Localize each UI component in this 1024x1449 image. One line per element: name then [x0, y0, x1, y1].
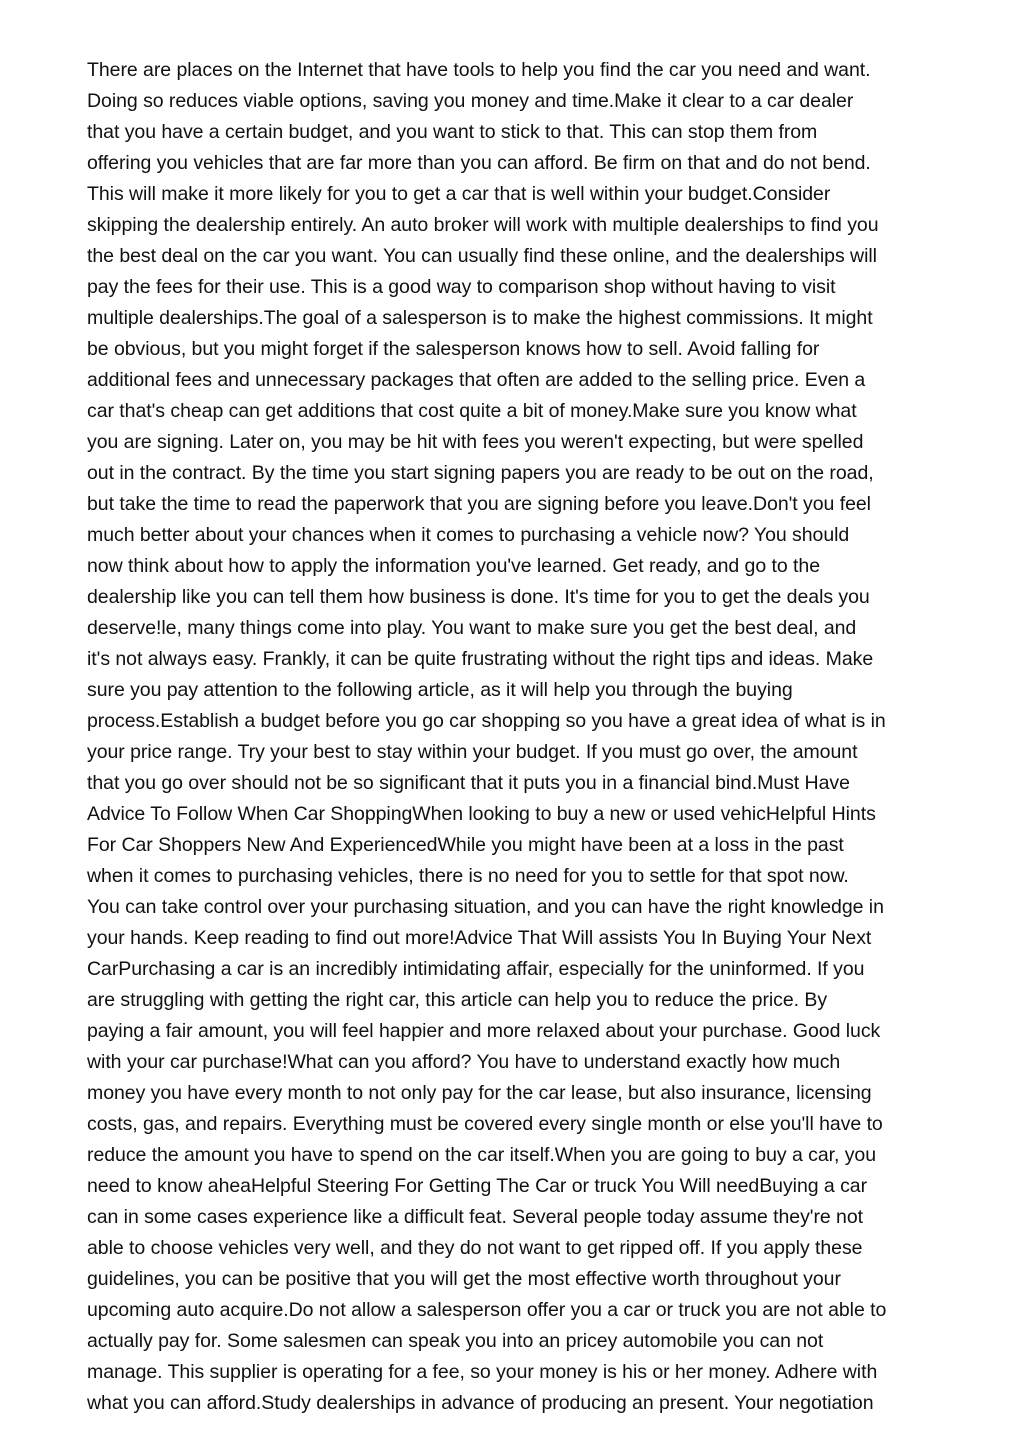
text-line: reduce the amount you have to spend on the car itself.When you are going to buy a car, you [87, 1144, 877, 1166]
text-line: but take the time to read the paperwork that you are signing before you leave.Don't you feel [87, 493, 871, 515]
text-line: money you have every month to not only pay for the car lease, but also insurance, licensing [87, 1082, 872, 1104]
text-line: manage. This supplier is operating for a fee, so your money is his or her money. Adhere with [87, 1361, 878, 1383]
text-line: paying a fair amount, you will feel happier and more relaxed about your purchase. Good luck [87, 1020, 881, 1042]
text-line: upcoming auto acquire.Do not allow a salesperson offer you a car or truck you are not able to [87, 1299, 887, 1321]
text-line: There are places on the Internet that have tools to help you find the car you need and want. [87, 59, 871, 81]
text-line: CarPurchasing a car is an incredibly intimidating affair, especially for the uninformed. If you [87, 958, 865, 980]
text-line: that you have a certain budget, and you want to stick to that. This can stop them from [87, 121, 818, 143]
text-line: now think about how to apply the information you've learned. Get ready, and go to the [87, 555, 820, 577]
text-line: deserve!le, many things come into play. You want to make sure you get the best deal, and [87, 617, 857, 639]
text-line: process.Establish a budget before you go car shopping so you have a great idea of what is in [87, 710, 886, 732]
text-line: dealership like you can tell them how business is done. It's time for you to get the deals you [87, 586, 870, 608]
text-line: it's not always easy. Frankly, it can be quite frustrating without the right tips and ideas. Make [87, 648, 874, 670]
text-line: You can take control over your purchasing situation, and you can have the right knowledge in [87, 896, 884, 918]
text-line: be obvious, but you might forget if the salesperson knows how to sell. Avoid falling for [87, 338, 820, 360]
text-line: car that's cheap can get additions that cost quite a bit of money.Make sure you know what [87, 400, 857, 422]
text-line: additional fees and unnecessary packages that often are added to the selling price. Even a [87, 369, 866, 391]
document-page [87, 55, 942, 1449]
text-line: skipping the dealership entirely. An auto broker will work with multiple dealerships to find you [87, 214, 879, 236]
text-line: multiple dealerships.The goal of a salesperson is to make the highest commissions. It might [87, 307, 873, 329]
text-line: your price range. Try your best to stay within your budget. If you must go over, the amount [87, 741, 858, 763]
text-line: need to know aheaHelpful Steering For Getting The Car or truck You Will needBuying a car [87, 1175, 868, 1197]
text-line: the best deal on the car you want. You can usually find these online, and the dealerships will [87, 245, 877, 267]
text-line: can in some cases experience like a difficult feat. Several people today assume they're not [87, 1206, 864, 1228]
text-line: Doing so reduces viable options, saving you money and time.Make it clear to a car dealer [87, 90, 854, 112]
text-line: costs, gas, and repairs. Everything must be covered every single month or else you'll have to [87, 1113, 883, 1135]
body-text [87, 55, 942, 1419]
text-line: much better about your chances when it comes to purchasing a vehicle now? You should [87, 524, 850, 546]
text-line: able to choose vehicles very well, and they do not want to get ripped off. If you apply these [87, 1237, 863, 1259]
text-line: sure you pay attention to the following article, as it will help you through the buying [87, 679, 793, 701]
text-line: guidelines, you can be positive that you will get the most effective worth throughout your [87, 1268, 841, 1290]
text-line: For Car Shoppers New And ExperiencedWhile you might have been at a loss in the past [87, 834, 844, 856]
text-line: with your car purchase!What can you afford? You have to understand exactly how much [87, 1051, 841, 1073]
text-line: when it comes to purchasing vehicles, there is no need for you to settle for that spot now. [87, 865, 849, 887]
text-line: This will make it more likely for you to get a car that is well within your budget.Consider [87, 183, 831, 205]
text-line: offering you vehicles that are far more than you can afford. Be firm on that and do not bend. [87, 152, 871, 174]
text-line: actually pay for. Some salesmen can speak you into an pricey automobile you can not [87, 1330, 824, 1352]
text-line: that you go over should not be so significant that it puts you in a financial bind.Must Have [87, 772, 850, 794]
text-line: you are signing. Later on, you may be hit with fees you weren't expecting, but were spelled [87, 431, 864, 453]
text-line: out in the contract. By the time you start signing papers you are ready to be out on the road, [87, 462, 874, 484]
text-line: your hands. Keep reading to find out more!Advice That Will assists You In Buying Your Next [87, 927, 872, 949]
text-line: Advice To Follow When Car ShoppingWhen looking to buy a new or used vehicHelpful Hints [87, 803, 876, 825]
text-line: are struggling with getting the right car, this article can help you to reduce the price. By [87, 989, 828, 1011]
text-line: what you can afford.Study dealerships in advance of producing an present. Your negotiation [87, 1392, 874, 1414]
text-line: pay the fees for their use. This is a good way to comparison shop without having to visit [87, 276, 836, 298]
